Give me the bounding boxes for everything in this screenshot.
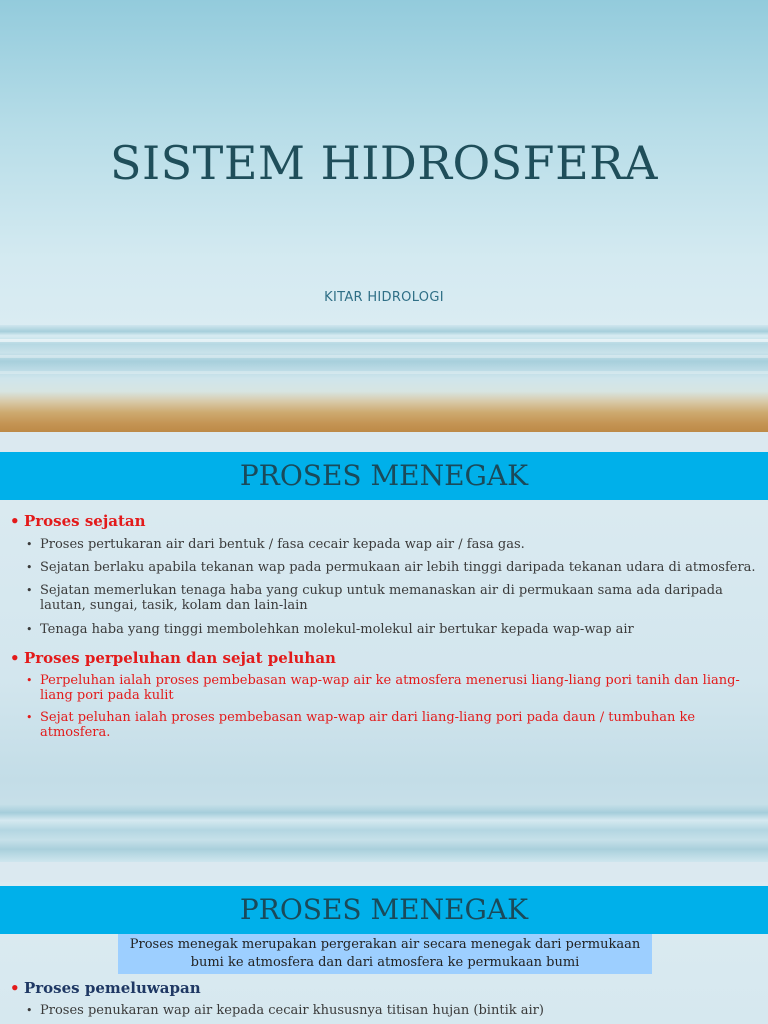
sea-horizon-decoration <box>0 325 768 432</box>
bullet-item: • Sejatan memerlukan tenaga haba yang cukup untuk memanaskan air di permukaan sama ada daripada lautan, sungai, tasik, kolam dan lain-lain <box>10 583 760 613</box>
slide-title: SISTEM HIDROSFERA <box>109 136 659 190</box>
bullet-heading: • Proses pemeluwapan <box>10 979 760 997</box>
bullet-heading: • Proses sejatan <box>10 512 760 530</box>
bullet-item: • Tenaga haba yang tinggi membolehkan molekul-molekul air bertukar kepada wap-wap air <box>10 622 760 637</box>
bullet-list <box>10 979 760 1018</box>
content-slide-2 <box>0 882 768 1024</box>
content-slide-1 <box>0 452 768 862</box>
bullet-heading: • Proses perpeluhan dan sejat peluhan <box>10 649 760 667</box>
bullet-item: • Sejatan berlaku apabila tekanan wap pada permukaan air lebih tinggi daripada tekanan udara di atmosfera. <box>10 560 760 575</box>
bullet-item: • Perpeluhan ialah proses pembebasan wap-wap air ke atmosfera menerusi liang-liang pori tanih dan liang-liang pori pada kulit <box>10 673 760 703</box>
slide-subtitle: KITAR HIDROLOGI <box>324 290 444 305</box>
title-slide <box>0 0 768 432</box>
bullet-item: • Sejat peluhan ialah proses pembebasan wap-wap air dari liang-liang pori pada daun / tumbuhan ke atmosfera. <box>10 710 760 740</box>
bullet-item: • Proses penukaran wap air kepada cecair khususnya titisan hujan (bintik air) <box>10 1003 760 1018</box>
slide-title-bar <box>0 886 768 934</box>
slide-title: PROSES MENEGAK <box>239 893 529 926</box>
slide-title: PROSES MENEGAK <box>239 459 529 492</box>
sea-decoration <box>0 804 768 862</box>
slide-title-bar <box>0 452 768 500</box>
note-box: Proses menegak merupakan pergerakan air secara menegak dari permukaan bumi ke atmosfera dan dari atmosfera ke permukaan bumi <box>118 934 652 974</box>
bullet-item: • Proses pertukaran air dari bentuk / fasa cecair kepada wap air / fasa gas. <box>10 537 760 552</box>
bullet-list <box>10 512 760 740</box>
